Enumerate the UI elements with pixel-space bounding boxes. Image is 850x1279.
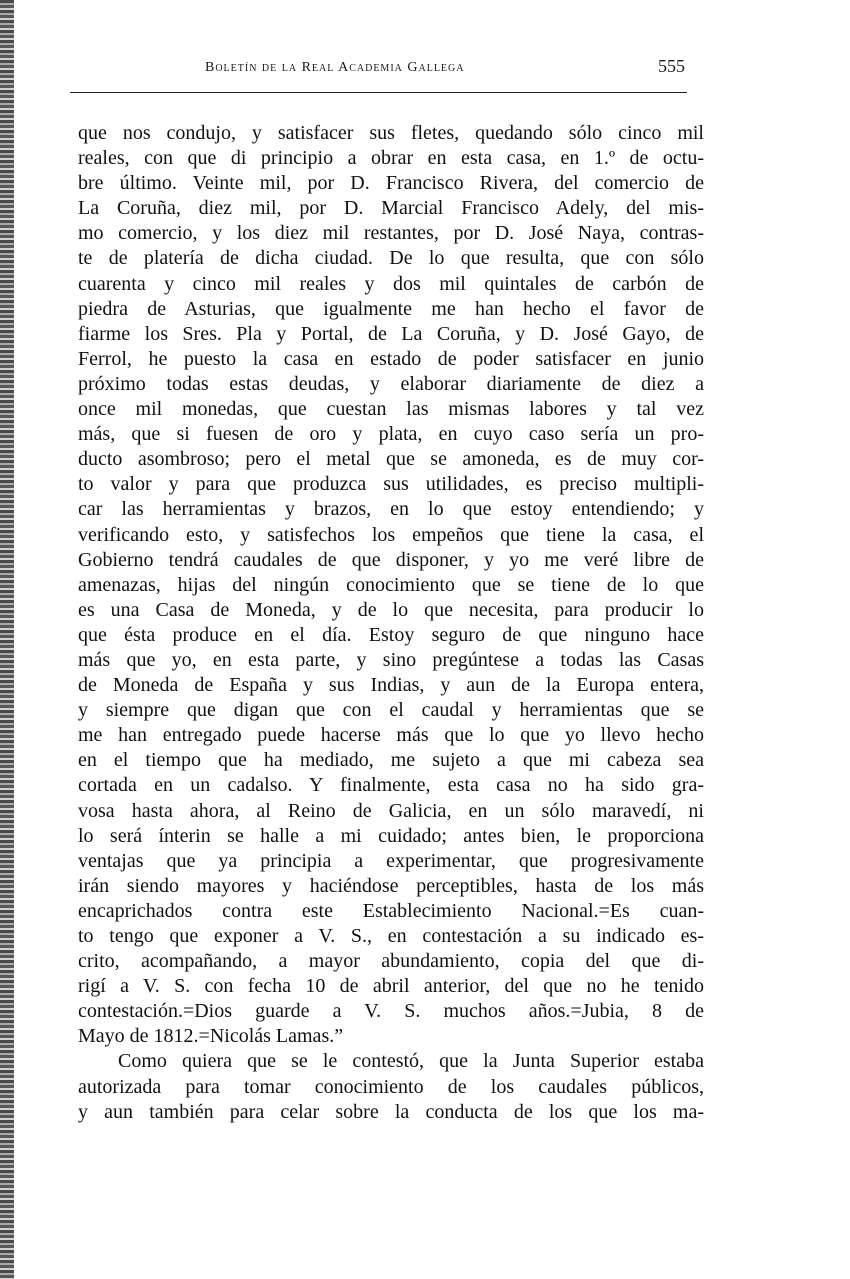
text-line: Ferrol, he puesto la casa en estado de poder satisfacer en junio [78, 347, 704, 370]
text-line: Como quiera que se le contestó, que la Junta Superior estaba [118, 1050, 704, 1073]
text-line: me han entregado puede hacerse más que lo que yo llevo hecho [78, 724, 704, 747]
header-rule [70, 92, 687, 93]
text-line: La Coruña, diez mil, por D. Marcial Francisco Adely, del mis- [78, 197, 704, 220]
text-line: mo comercio, y los diez mil restantes, por D. José Naya, contras- [78, 222, 704, 245]
scanned-binding-edge [0, 0, 14, 1279]
text-line: ventajas que ya principia a experimentar, que progresivamente [78, 849, 704, 872]
running-title: Boletín de la Real Academia Gallega [205, 60, 465, 75]
text-line: crito, acompañando, a mayor abundamiento, copia del que di- [78, 950, 704, 973]
text-line: cortada en un cadalso. Y finalmente, esta casa no ha sido gra- [78, 774, 704, 797]
text-line: autorizada para tomar conocimiento de los caudales públicos, [78, 1075, 704, 1098]
text-line: to tengo que exponer a V. S., en contestación a su indicado es- [78, 925, 704, 947]
text-line: bre último. Veinte mil, por D. Francisco Rivera, del comercio de [78, 172, 704, 195]
text-line: en el tiempo que ha mediado, me sujeto a que mi cabeza sea [78, 749, 704, 772]
text-line: rigí a V. S. con fecha 10 de abril anterior, del que no he tenido [78, 975, 704, 998]
text-line: y siempre que digan que con el caudal y herramientas que se [78, 699, 704, 722]
text-line: que ésta produce en el día. Estoy seguro de que ninguno hace [78, 623, 704, 646]
page-number: 555 [658, 56, 685, 76]
text-line: irán siendo mayores y haciéndose perceptibles, hasta de los más [78, 874, 704, 897]
text-line: piedra de Asturias, que igualmente me han hecho el favor de [78, 297, 704, 320]
text-line: to valor y para que produzca sus utilidades, es preciso multipli- [78, 473, 704, 496]
text-line: Gobierno tendrá caudales de que disponer, y yo me veré libre de [78, 548, 704, 571]
text-line: Mayo de 1812.=Nicolás Lamas.” [78, 1025, 344, 1048]
text-line: car las herramientas y brazos, en lo que estoy entendiendo; y [78, 498, 704, 521]
text-line: fiarme los Sres. Pla y Portal, de La Coruña, y D. José Gayo, de [78, 322, 704, 345]
text-line: próximo todas estas deudas, y elaborar diariamente de diez a [78, 372, 704, 395]
text-line: encaprichados contra este Establecimiento Nacional.=Es cuan- [78, 899, 704, 922]
text-line: más que yo, en esta parte, y sino pregúntese a todas las Casas [78, 648, 704, 671]
text-line: cuarenta y cinco mil reales y dos mil quintales de carbón de [78, 272, 704, 295]
page-header [70, 56, 685, 92]
text-line: lo será ínterin se halle a mi cuidado; antes bien, le proporciona [78, 824, 704, 847]
text-line: reales, con que di principio a obrar en esta casa, en 1.º de octu- [78, 147, 704, 170]
text-line: amenazas, hijas del ningún conocimiento que se tiene de lo que [78, 573, 704, 596]
text-line: vosa hasta ahora, al Reino de Galicia, en un sólo maravedí, ni [78, 799, 704, 822]
text-line: te de platería de dicha ciudad. De lo que resulta, que con sólo [78, 247, 704, 270]
text-line: verificando esto, y satisfechos los empeños que tiene la casa, el [78, 523, 704, 546]
text-line: once mil monedas, que cuestan las mismas labores y tal vez [78, 398, 704, 421]
text-line: ducto asombroso; pero el metal que se amoneda, es de muy cor- [78, 448, 704, 471]
text-line: y aun también para celar sobre la conducta de los que los ma- [78, 1100, 704, 1123]
text-line: que nos condujo, y satisfacer sus fletes, quedando sólo cinco mil [78, 122, 704, 144]
body-text [78, 121, 704, 1125]
text-line: más, que si fuesen de oro y plata, en cuyo caso sería un pro- [78, 423, 704, 446]
text-line: contestación.=Dios guarde a V. S. muchos años.=Jubia, 8 de [78, 1000, 704, 1023]
text-line: es una Casa de Moneda, y de lo que necesita, para producir lo [78, 598, 704, 621]
text-line: de Moneda de España y sus Indias, y aun de la Europa entera, [78, 674, 704, 697]
